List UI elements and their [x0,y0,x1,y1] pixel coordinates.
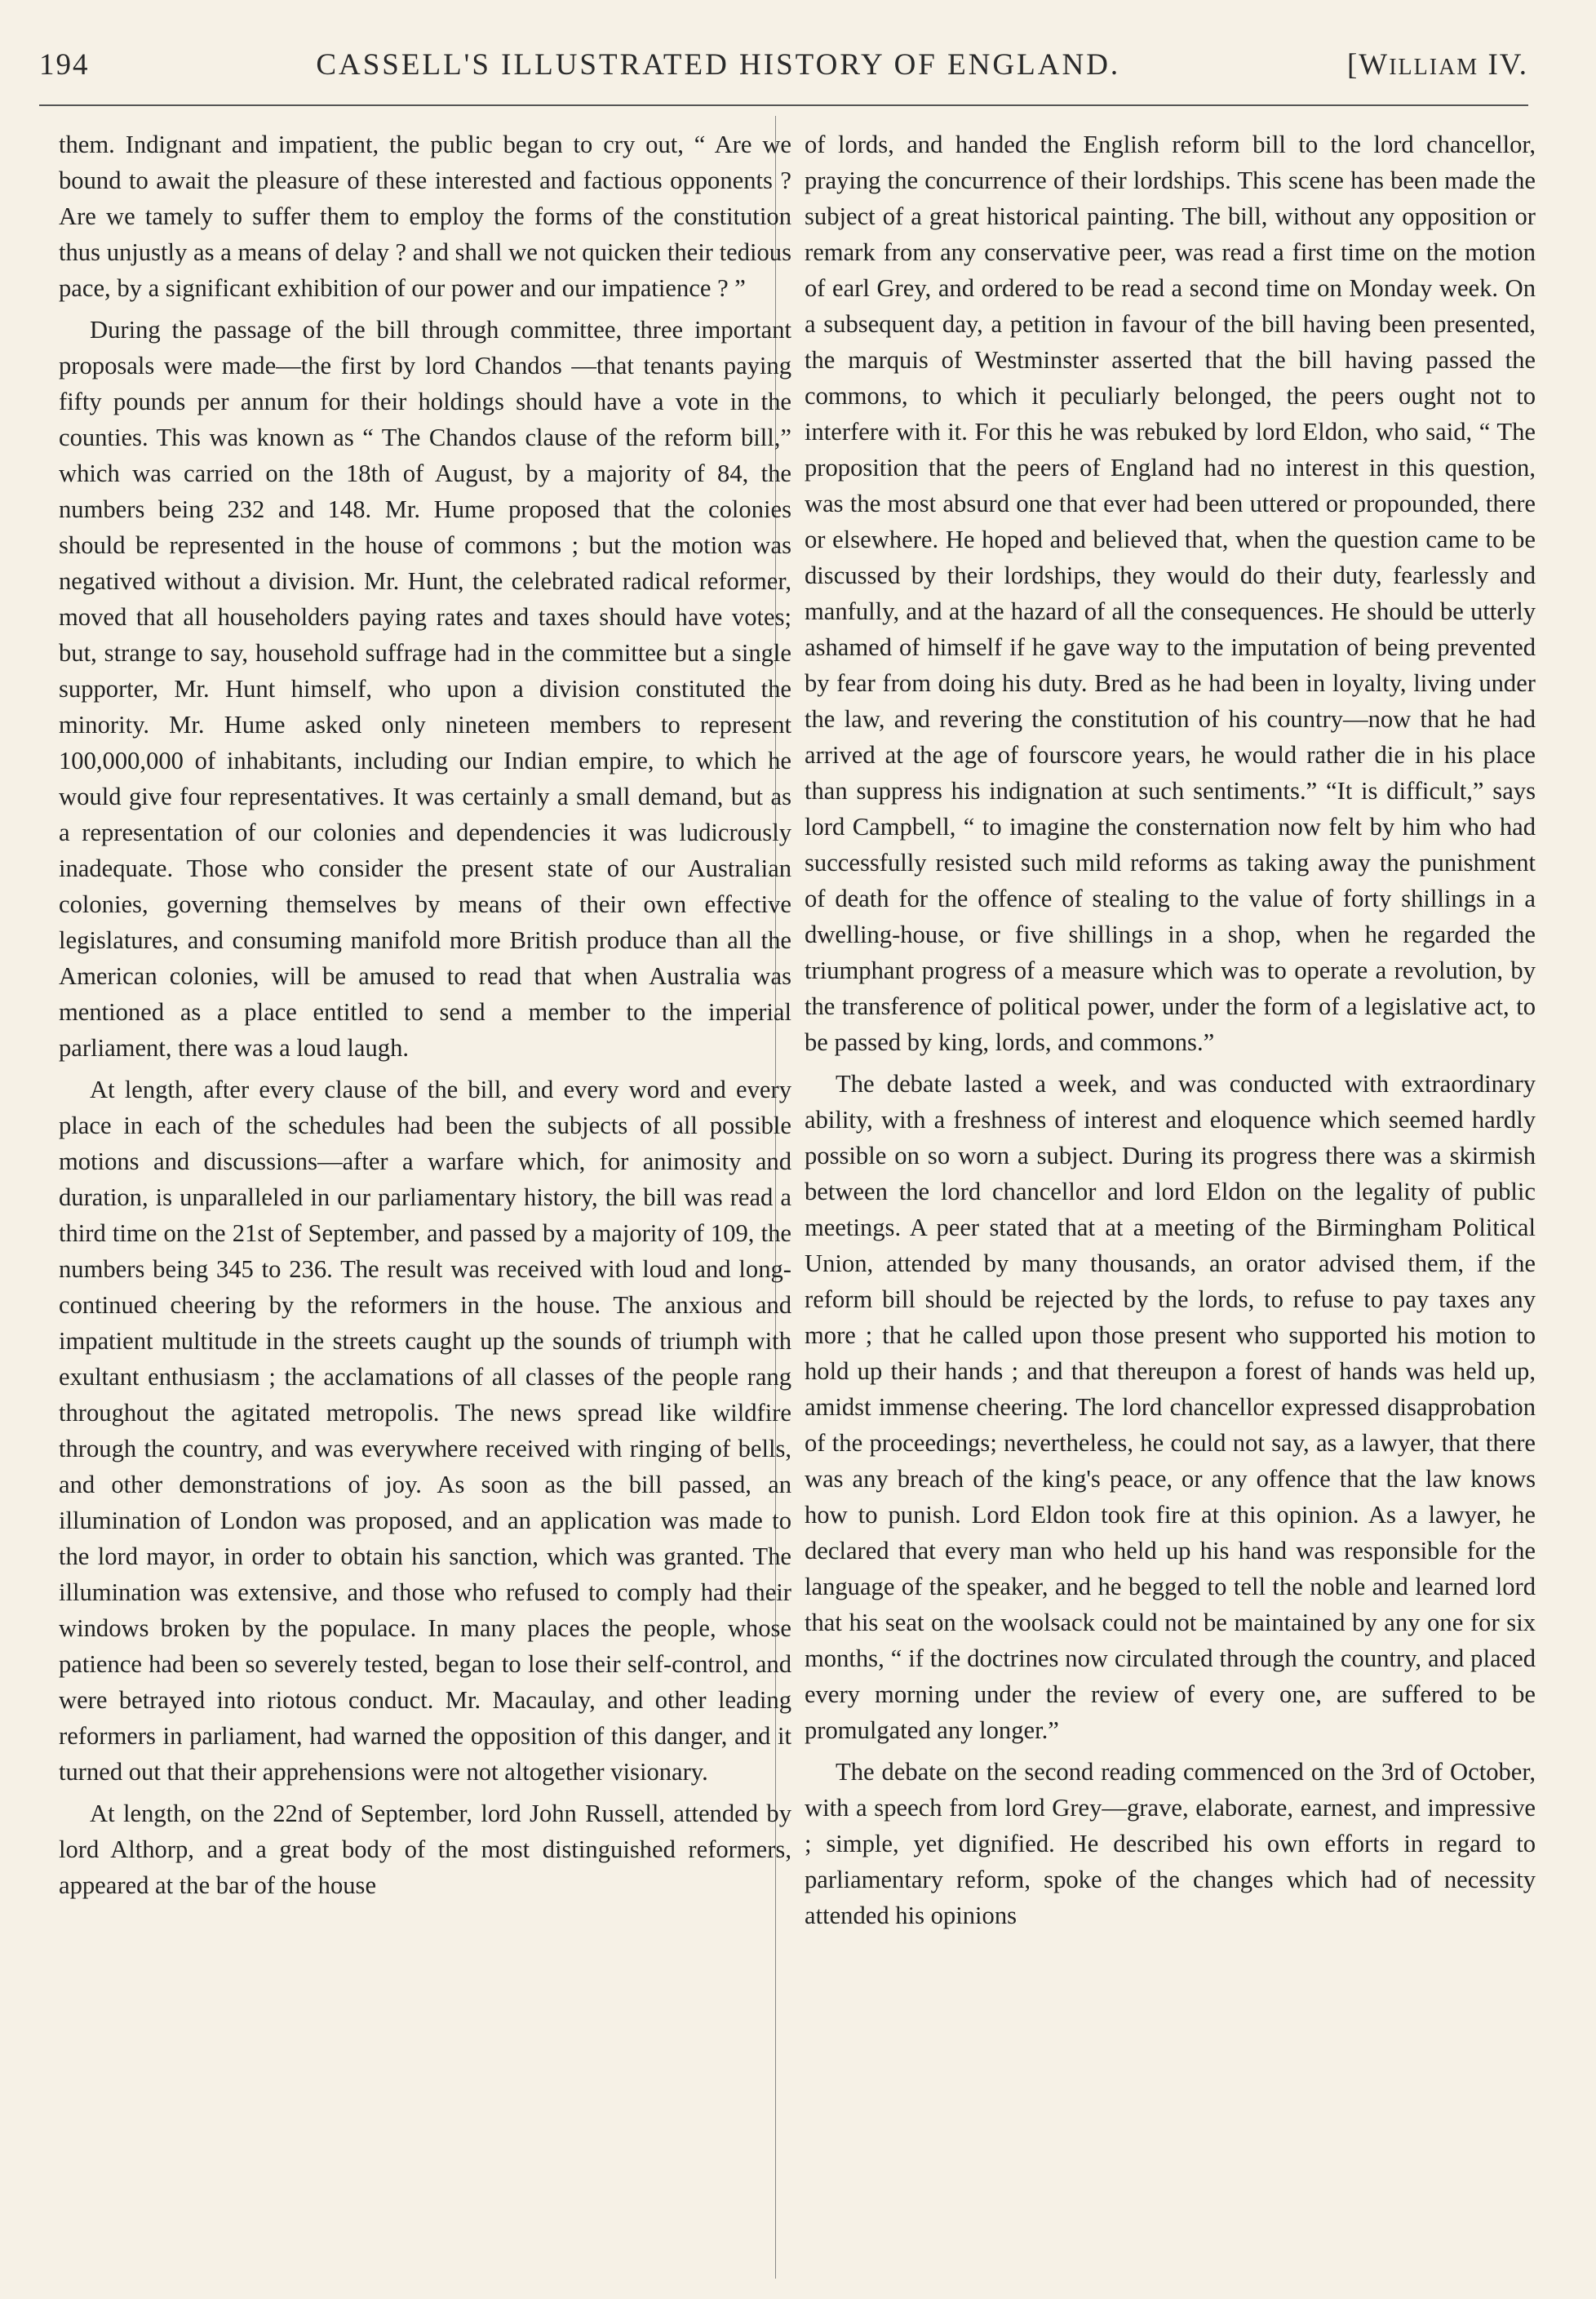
paragraph: At length, after every clause of the bill, and every word and every place in each of the schedules had been the subjects of all possible motions and discussions—after a warfare which, for animosity and duration, is unparalleled in our parliamentary history, the bill was read a third time on the 21st of September, and passed by a majority of 109, the numbers being 345 to 236. The result was received with loud and long-continued cheering by the reformers in the house. The anxious and impatient multitude in the streets caught up the sounds of triumph with exultant enthusiasm ; the acclamations of all classes of the people rang throughout the agitated metropolis. The news spread like wildfire through the country, and was everywhere received with ringing of bells, and other demonstrations of joy. As soon as the bill passed, an illumination of London was proposed, and an application was made to the lord mayor, in order to obtain his sanction, which was granted. The illumination was extensive, and those who refused to comply had their windows broken by the populace. In many places the people, whose patience had been so severely tested, began to lose their self-control, and were betrayed into riotous conduct. Mr. Macaulay, and other leading reformers in parliament, had warned the opposition of this danger, and it turned out that their apprehensions were not altogether visionary. [59,1076,791,1786]
paragraph: of lords, and handed the English reform bill to the lord chancellor, praying the concurrence of their lordships. This scene has been made the subject of a great historical painting. The bill, without any opposition or remark from any conservative peer, was read a first time on the motion of earl Grey, and ordered to be read a second time on Monday week. On a subsequent day, a petition in favour of the bill having been presented, the marquis of Westminster asserted that the bill having passed the commons, to which it peculiarly belonged, the peers ought not to interfere with it. For this he was rebuked by lord Eldon, who said, “ The proposition that the peers of England had no interest in this question, was the most absurd one that ever had been uttered or propounded, there or elsewhere. He hoped and believed that, when the question came to be discussed by their lordships, they would do their duty, fearlessly and manfully, and at the hazard of all the consequences. He should be utterly ashamed of himself if he gave way to the imputation of being prevented by fear from doing his duty. Bred as he had been in loyalty, living under the law, and revering the constitution of his country—now that he had arrived at the age of fourscore years, he would rather die in his place than suppress his indignation at such sentiments.” “It is difficult,” says lord Campbell, “ to imagine the consternation now felt by him who had successfully resisted such mild reforms as taking away the punishment of death for the offence of stealing to the value of forty shillings in a dwelling-house, or five shillings in a shop, when he regarded the triumphant progress of a measure which was to operate a revolution, by the transference of political power, under the form of a legislative act, to be passed by king, lords, and commons.” [805,131,1536,1056]
running-header [39,47,1528,96]
running-title: CASSELL'S ILLUSTRATED HISTORY OF ENGLAND. [316,48,1121,82]
paragraph: The debate on the second reading commenced on the 3rd of October, with a speech from lord Grey—grave, elaborate, earnest, and impressive ; simple, yet dignified. He described his own efforts in regard to parliamentary reform, spoke of the changes which had of necessity attended his opinions [805,1758,1536,1929]
header-rule [39,104,1528,106]
right-column [805,126,1536,1939]
reign-numeral: IV. [1479,48,1528,82]
page-number: 194 [39,48,90,82]
reign-small-caps: ILLIAM [1389,55,1479,80]
paragraph: them. Indignant and impatient, the public began to cry out, “ Are we bound to await the pleasure of these interested and factious opponents ? Are we tamely to suffer them to employ the forms of the constitution thus unjustly as a means of delay ? and shall we not quicken their tedious pace, by a significant exhibition of our power and our impatience ? ” [59,131,791,302]
paragraph: The debate lasted a week, and was conducted with extraordinary ability, with a freshness of interest and eloquence which seemed hardly possible on so worn a subject. During its progress there was a skirmish between the lord chancellor and lord Eldon on the legality of public meetings. A peer stated that at a meeting of the Birmingham Political Union, attended by many thousands, an orator advised them, if the reform bill should be rejected by the lords, to refuse to pay taxes any more ; that he called upon those present who supported his motion to hold up their hands ; and that thereupon a forest of hands was held up, amidst immense cheering. The lord chancellor expressed disapprobation of the proceedings; nevertheless, he could not say, as a lawyer, that there was any breach of the king's peace, or any offence that the law knows how to punish. Lord Eldon took fire at this opinion. As a lawyer, he declared that every man who held up his hand was responsible for the language of the speaker, and he begged to tell the noble and learned lord that his seat on the woolsack could not be maintained by any one for six months, “ if the doctrines now circulated through the country, and placed every morning under the review of every one, are suffered to be promulgated any longer.” [805,1070,1536,1744]
paragraph: At length, on the 22nd of September, lord John Russell, attended by lord Althorp, and a great body of the most distinguished reformers, appeared at the bar of the house [59,1800,791,1899]
reign-label [1347,47,1528,82]
left-column [59,126,791,1909]
reign-open: [W [1346,48,1390,82]
paragraph: During the passage of the bill through committee, three important proposals were made—the first by lord Chandos —that tenants paying fifty pounds per annum for their holdings should have a vote in the counties. This was known as “ The Chandos clause of the reform bill,” which was carried on the 18th of August, by a majority of 84, the numbers being 232 and 148. Mr. Hume proposed that the colonies should be represented in the house of commons ; but the motion was negatived without a division. Mr. Hunt, the celebrated radical reformer, moved that all householders paying rates and taxes should have votes; but, strange to say, household suffrage had in the committee but a single supporter, Mr. Hunt himself, who upon a division constituted the minority. Mr. Hume asked only nineteen members to represent 100,000,000 of inhabitants, including our Indian empire, to which he would give four representatives. It was certainly a small demand, but as a representation of our colonies and dependencies it was ludicrously inadequate. Those who consider the present state of our Australian colonies, governing themselves by means of their own effective legislatures, and consuming manifold more British produce than all the American colonies, will be amused to read that when Australia was mentioned as a place entitled to send a member to the imperial parliament, there was a loud laugh. [59,316,791,1062]
